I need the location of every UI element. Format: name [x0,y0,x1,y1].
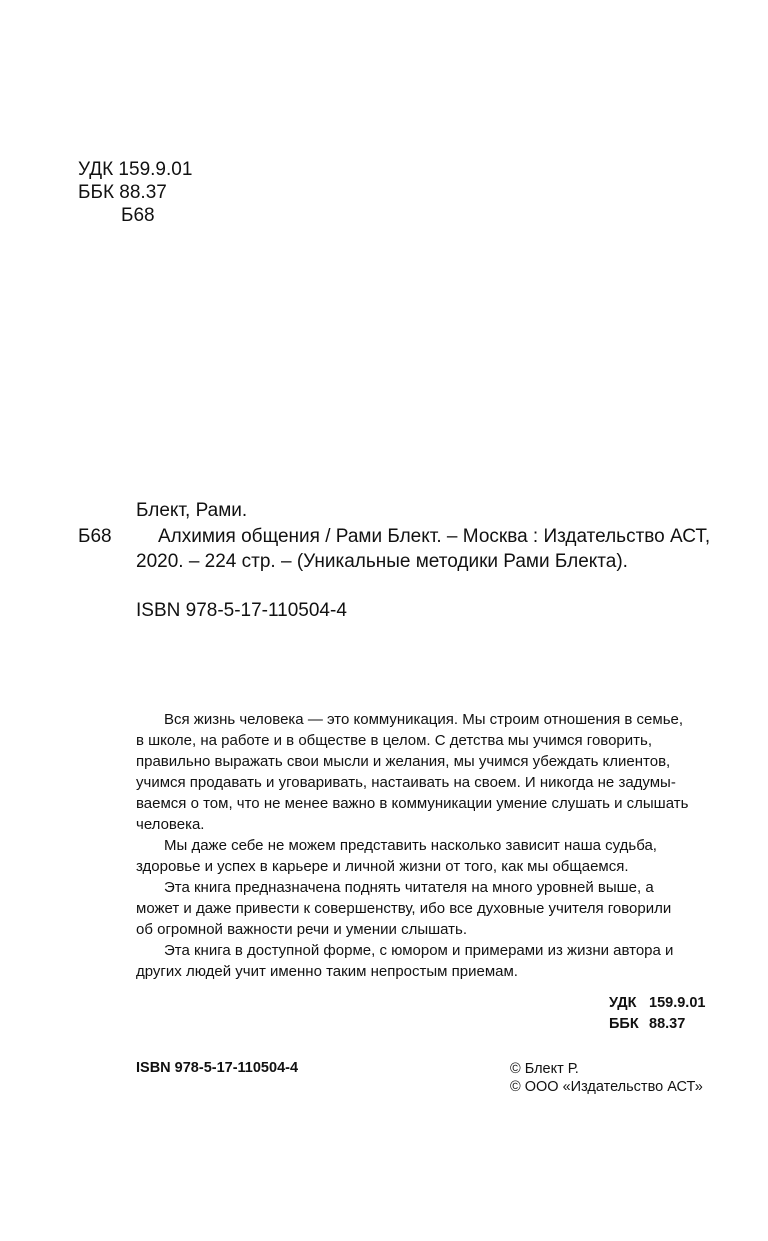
annotation-line: Эта книга предназначена поднять читателя на много уровней выше, а [164,879,654,896]
bottom-udk-label: УДК [609,995,637,1011]
annotation-paragraph [136,940,726,982]
footer-isbn: ISBN 978-5-17-110504-4 [136,1060,299,1076]
annotation-line: об огромной важности речи и умении слышать. [136,921,468,938]
annotation-line: ваемся о том, что не менее важно в коммуникации умение слушать и слышать [136,795,689,812]
annotation-line: Вся жизнь человека — это коммуникация. Мы строим отношения в семье, [164,711,684,728]
annotation [136,709,726,982]
annotation-line: Эта книга в доступной форме, с юмором и примерами из жизни автора и [164,942,674,959]
catalog-imprint-line: 2020. – 224 стр. – (Уникальные методики Рами Блекта). [136,551,628,572]
bottom-udk-value: 159.9.01 [649,995,706,1011]
annotation-line: может и даже привести к совершенству, ибо все духовные учителя говорили [136,900,672,917]
top-bbk: ББК 88.37 [78,182,167,203]
annotation-line: здоровье и успех в карьере и личной жизни от того, как мы общаемся. [136,858,629,875]
annotation-line: учимся продавать и уговаривать, настаивать на своем. И никогда не задумы- [136,774,676,791]
catalog-author-code: Б68 [78,526,112,547]
catalog-title-line: Алхимия общения / Рами Блект. – Москва : Издательство АСТ, [158,526,711,547]
annotation-line: в школе, на работе и в обществе в целом. С детства мы учимся говорить, [136,732,652,749]
copyright-author: © Блект Р. [510,1061,579,1077]
annotation-paragraph [136,835,726,877]
annotation-line: Мы даже себе не можем представить насколько зависит наша судьба, [164,837,657,854]
annotation-paragraph [136,709,726,835]
annotation-line: правильно выражать свои мысли и желания, мы учимся убеждать клиентов, [136,753,671,770]
annotation-line: человека. [136,816,205,833]
copyright-publisher: © ООО «Издательство АСТ» [510,1079,703,1095]
top-author-code: Б68 [121,205,155,226]
catalog-author: Блект, Рами. [136,500,248,521]
catalog-isbn: ISBN 978-5-17-110504-4 [136,600,347,621]
annotation-paragraph [136,877,726,940]
annotation-line: других людей учит именно таким непростым приемам. [136,963,518,980]
bottom-bbk-label: ББК [609,1016,639,1032]
top-udk: УДК 159.9.01 [78,159,193,180]
bottom-bbk-value: 88.37 [649,1016,686,1032]
